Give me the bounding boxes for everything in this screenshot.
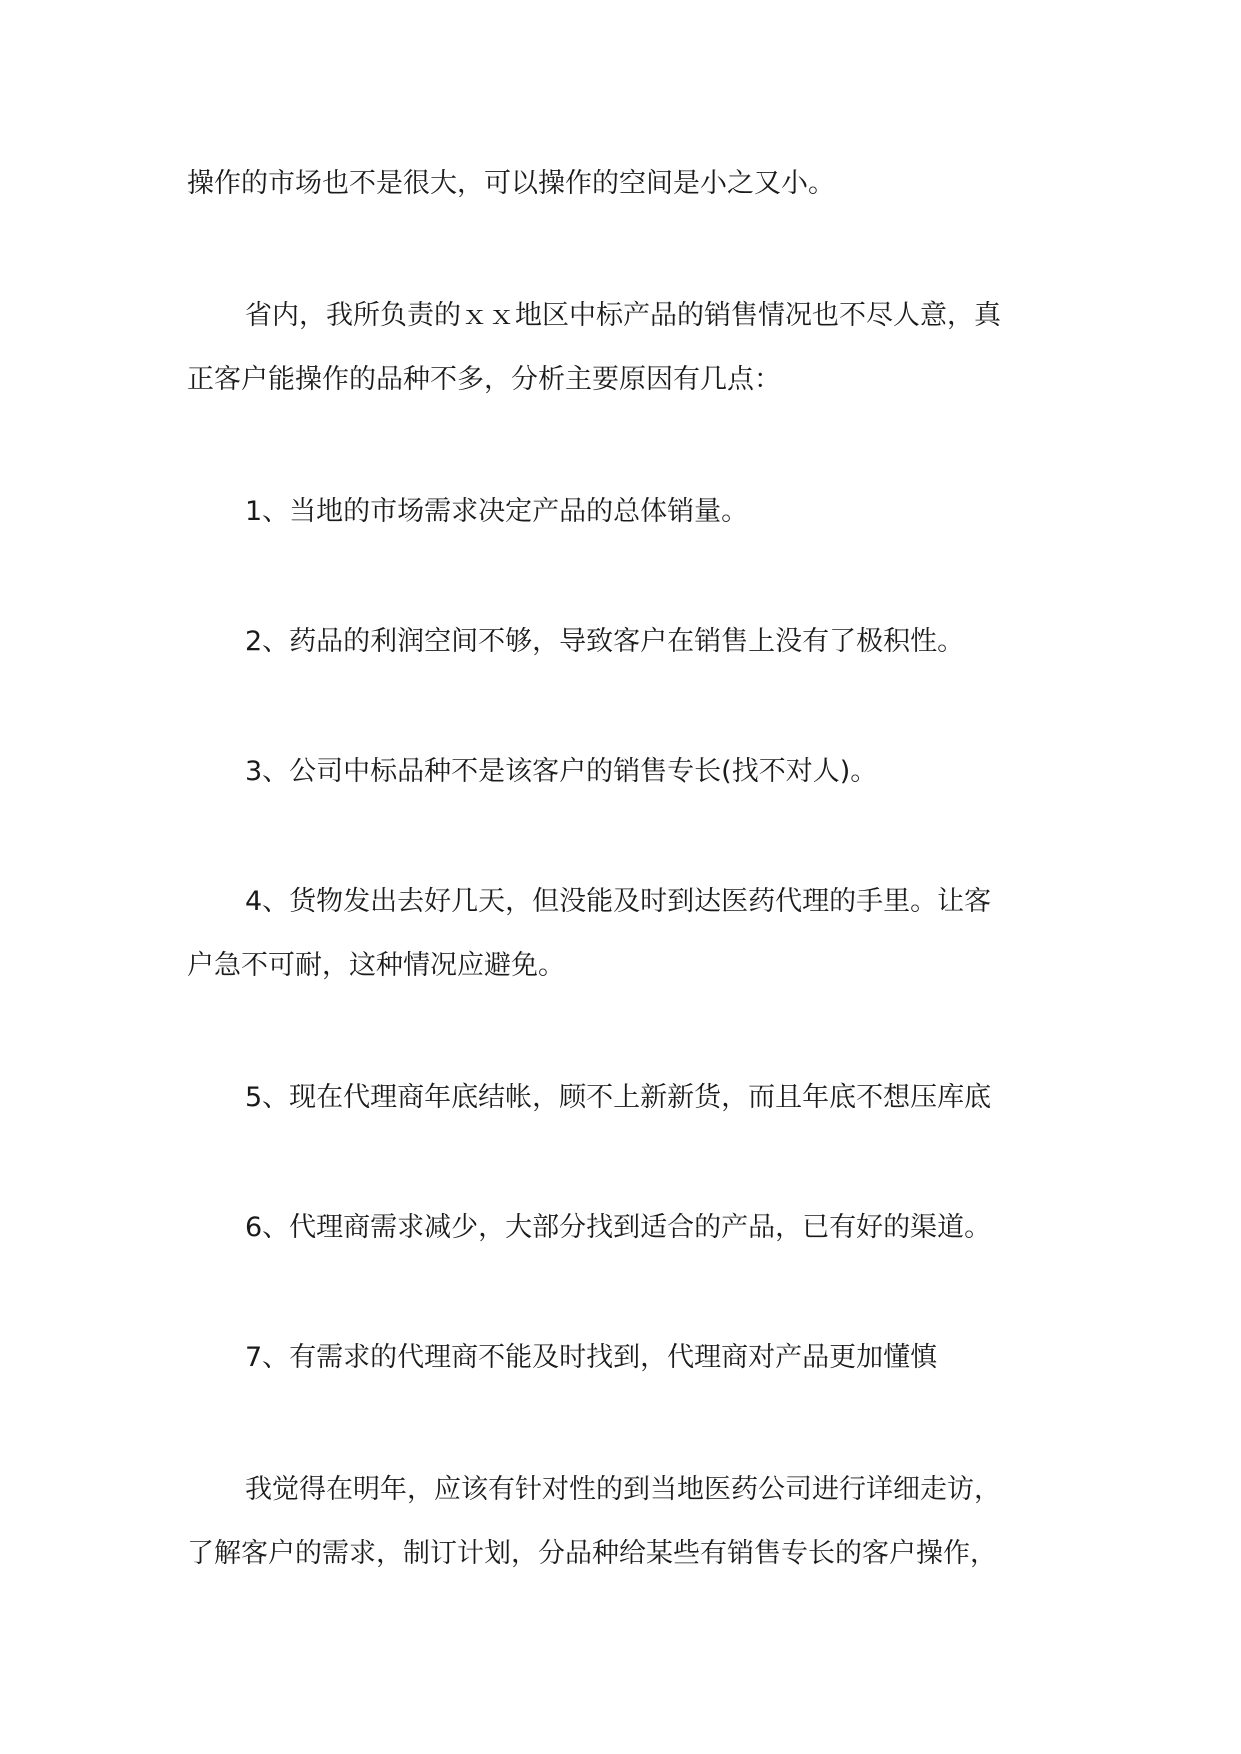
paragraph-line: 操作的市场也不是很大，可以操作的空间是小之又小。 <box>187 168 835 199</box>
paragraph-line: 我觉得在明年，应该有针对性的到当地医药公司进行详细走访， <box>245 1474 1001 1505</box>
paragraph-line: 正客户能操作的品种不多，分析主要原因有几点： <box>187 364 781 395</box>
list-item-3: 3、公司中标品种不是该客户的销售专长(找不对人)。 <box>245 756 878 787</box>
paragraph-line: 了解客户的需求，制订计划，分品种给某些有销售专长的客户操作， <box>187 1538 997 1569</box>
list-item-7: 7、有需求的代理商不能及时找到，代理商对产品更加懂慎 <box>245 1342 938 1373</box>
list-item-1: 1、当地的市场需求决定产品的总体销量。 <box>245 496 749 527</box>
paragraph-line: 省内，我所负责的ｘｘ地区中标产品的销售情况也不尽人意，真 <box>245 300 1001 331</box>
list-item-4-continuation: 户急不可耐，这种情况应避免。 <box>187 950 565 981</box>
list-item-4: 4、货物发出去好几天，但没能及时到达医药代理的手里。让客 <box>245 886 992 917</box>
list-item-5: 5、现在代理商年底结帐，顾不上新新货，而且年底不想压库底 <box>245 1082 992 1113</box>
list-item-2: 2、药品的利润空间不够，导致客户在销售上没有了极积性。 <box>245 626 965 657</box>
list-item-6: 6、代理商需求减少，大部分找到适合的产品，已有好的渠道。 <box>245 1212 992 1243</box>
